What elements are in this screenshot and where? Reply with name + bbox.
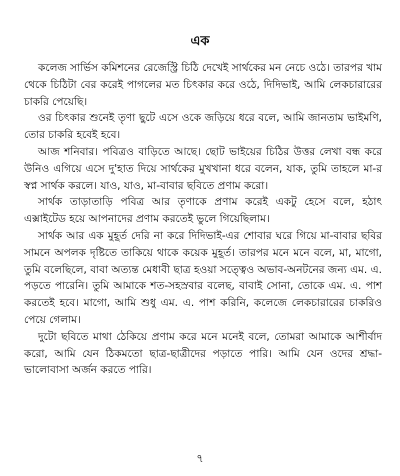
paragraph-4: সার্থক তাড়াতাড়ি পবিত্র আর তৃণাকে প্রণাম করেই একটু হেসে বলে, হঠাৎ এক্সাইটেড হয়ে আপনাদের প্রণাম করতেই ভুলে গিয়েছিলাম। <box>24 196 382 226</box>
paragraph-1: কলেজ সার্ভিস কমিশনের রেজেস্ট্রি চিঠি দেখেই সার্থকের মন নেচে ওঠে। তারপর খাম থেকে চিঠিটা বের করেই পাগলের মত চিৎকার করে ওঠে, দিদিভাই, আমি লেকচারারের চাকরি পেয়েছি। <box>24 62 382 108</box>
paragraph-3: আজ শনিবার। পবিত্রও বাড়িতে আছে। ছোট ভাইয়ের চিঠির উত্তর লেখা বন্ধ করে উনিও এগিয়ে এসে দু'হাত দিয়ে সার্থকের মুখখানা ধরে বলেন, যাক, তুমি তাহলে মা-র স্বপ্ন সার্থক করলে। যাও, যাও, মা-বাবার ছবিতে প্রণাম করো। <box>24 145 382 192</box>
page-number: ৭ <box>196 452 204 465</box>
paragraph-6: দুটো ছবিতে মাথা ঠেকিয়ে প্রণাম করে মনে মনেই বলে, তোমরা আমাকে আশীর্বাদ করো, আমি যেন ঠিকমতো ছাত্র-ছাত্রীদের পড়াতে পারি। আমি যেন ওদের শ্রদ্ধা-ভালোবাসা অর্জন করতে পারি। <box>24 330 382 377</box>
chapter-title: এক <box>190 34 210 49</box>
body-text <box>24 60 382 379</box>
paragraph-5: সার্থক আর এক মুহূর্ত দেরি না করে দিদিভাই-এর শোবার ঘরে গিয়ে মা-বাবার ছবির সামনে অপলক দৃষ্টিতে তাকিয়ে থাকে কয়েক মুহূর্ত। তারপর মনে মনে বলে, মা, মাগো, তুমি বলেছিলে, বাবা অত্যন্ত মেধাবী ছাত্র হওয়া সত্ত্বেও অভাব-অনটনের জন্য এম. এ. পড়তে পারেনি। তুমি আমাকে শত-সহস্রবার বলেছ, বাবাই সোনা, তোকে এম. এ. পাশ করতেই হবে। মাগো, আমি শুধু এম. এ. পাশ করিনি, কলেজে লেকচারারের চাকরিও পেয়ে গেলাম। <box>24 229 382 326</box>
paragraph-2: ওর চিৎকার শুনেই তৃণা ছুটে এসে ওকে জড়িয়ে ধরে বলে, আমি জানতাম ভাইমণি, তোর চাকরি হবেই হবে। <box>24 112 382 142</box>
